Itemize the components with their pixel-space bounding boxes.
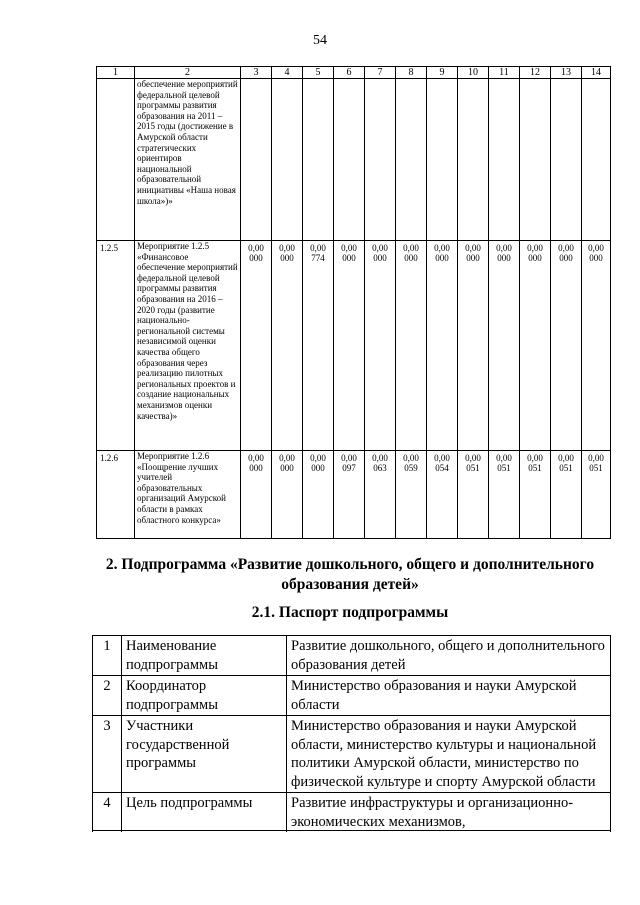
value-cell [396, 79, 427, 241]
value-cell: 0,00 000 [551, 241, 582, 451]
value-cell: 0,00 000 [489, 241, 520, 451]
passport-table [92, 635, 611, 832]
measure-description: Мероприятие 1.2.6 «Поощрение лучших учителей образовательных организаций Амурской области в рамках областного конкурса» [135, 451, 241, 539]
column-header: 13 [551, 67, 582, 79]
column-header: 4 [272, 67, 303, 79]
table-header-row [97, 67, 611, 79]
value-cell: 0,00 000 [396, 241, 427, 451]
value-cell: 0,00 000 [458, 241, 489, 451]
column-header: 1 [97, 67, 135, 79]
subprogram-heading: 2. Подпрограмма «Развитие дошкольного, общего и дополнительного образования детей» [105, 556, 595, 593]
value-cell: 0,00 000 [272, 241, 303, 451]
value-cell [427, 79, 458, 241]
column-header: 8 [396, 67, 427, 79]
row-label: Координатор подпрограммы [122, 676, 287, 716]
value-cell: 0,00 051 [520, 451, 551, 539]
row-value: Министерство образования и науки Амурской области, министерство культуры и национальной политики Амурской области, министерство по физической культуре и спорту Амурской области [287, 716, 611, 793]
value-cell [489, 79, 520, 241]
column-header: 3 [241, 67, 272, 79]
row-value: Развитие инфраструктуры и организационно-экономических механизмов, [287, 793, 611, 833]
value-cell [520, 79, 551, 241]
row-value: Развитие дошкольного, общего и дополнительного образования детей [287, 636, 611, 676]
value-cell [458, 79, 489, 241]
row-number: 1.2.6 [97, 451, 135, 539]
column-header: 9 [427, 67, 458, 79]
value-cell: 0,00 000 [241, 241, 272, 451]
value-cell: 0,00 000 [582, 241, 611, 451]
row-number: 3 [93, 716, 122, 793]
value-cell: 0,00 000 [365, 241, 396, 451]
value-cell [272, 79, 303, 241]
column-header: 12 [520, 67, 551, 79]
table-row [93, 676, 611, 716]
table-row [97, 79, 611, 241]
value-cell [365, 79, 396, 241]
value-cell: 0,00 000 [303, 451, 334, 539]
value-cell [303, 79, 334, 241]
column-header: 10 [458, 67, 489, 79]
column-header: 5 [303, 67, 334, 79]
page-bottom-rule [93, 830, 610, 831]
value-cell: 0,00 000 [241, 451, 272, 539]
value-cell: 0,00 063 [365, 451, 396, 539]
value-cell [334, 79, 365, 241]
measure-description: Мероприятие 1.2.5 «Финансовое обеспечение мероприятий федеральной целевой программы развития образования на 2016 – 2020 годы (развитие национально-региональной системы независимой оценки качества общего образования через реализацию пилотных региональных проектов и создание национальных механизмов оценки качества)» [135, 241, 241, 451]
page-number: 54 [313, 33, 327, 48]
measures-table [96, 66, 611, 539]
row-value: Министерство образования и науки Амурской области [287, 676, 611, 716]
row-label: Участники государственной программы [122, 716, 287, 793]
row-number: 2 [93, 676, 122, 716]
row-number: 1.2.5 [97, 241, 135, 451]
column-header: 6 [334, 67, 365, 79]
value-cell: 0,00 054 [427, 451, 458, 539]
row-number: 1 [93, 636, 122, 676]
column-header: 11 [489, 67, 520, 79]
value-cell [551, 79, 582, 241]
value-cell: 0,00 097 [334, 451, 365, 539]
value-cell: 0,00 051 [458, 451, 489, 539]
value-cell [241, 79, 272, 241]
table-row [97, 451, 611, 539]
column-header: 14 [582, 67, 611, 79]
row-number: 4 [93, 793, 122, 833]
value-cell: 0,00 000 [334, 241, 365, 451]
column-header: 7 [365, 67, 396, 79]
table-row [93, 793, 611, 833]
value-cell: 0,00 000 [427, 241, 458, 451]
column-header: 2 [135, 67, 241, 79]
row-label: Наименование подпрограммы [122, 636, 287, 676]
row-number [97, 79, 135, 241]
value-cell: 0,00 000 [272, 451, 303, 539]
table-row [97, 241, 611, 451]
value-cell: 0,00 051 [582, 451, 611, 539]
value-cell: 0,00 059 [396, 451, 427, 539]
measure-description: обеспечение мероприятий федеральной целевой программы развития образования на 2011 – 2015 годы (достижение в Амурской области стратегических ориентиров национальной образовательной инициативы «Наша новая школа»)» [135, 79, 241, 241]
value-cell: 0,00 051 [551, 451, 582, 539]
value-cell: 0,00 051 [489, 451, 520, 539]
table-row [93, 716, 611, 793]
row-label: Цель подпрограммы [122, 793, 287, 833]
table-row [93, 636, 611, 676]
value-cell [582, 79, 611, 241]
passport-heading: 2.1. Паспорт подпрограммы [251, 604, 449, 621]
value-cell: 0,00 774 [303, 241, 334, 451]
value-cell: 0,00 000 [520, 241, 551, 451]
